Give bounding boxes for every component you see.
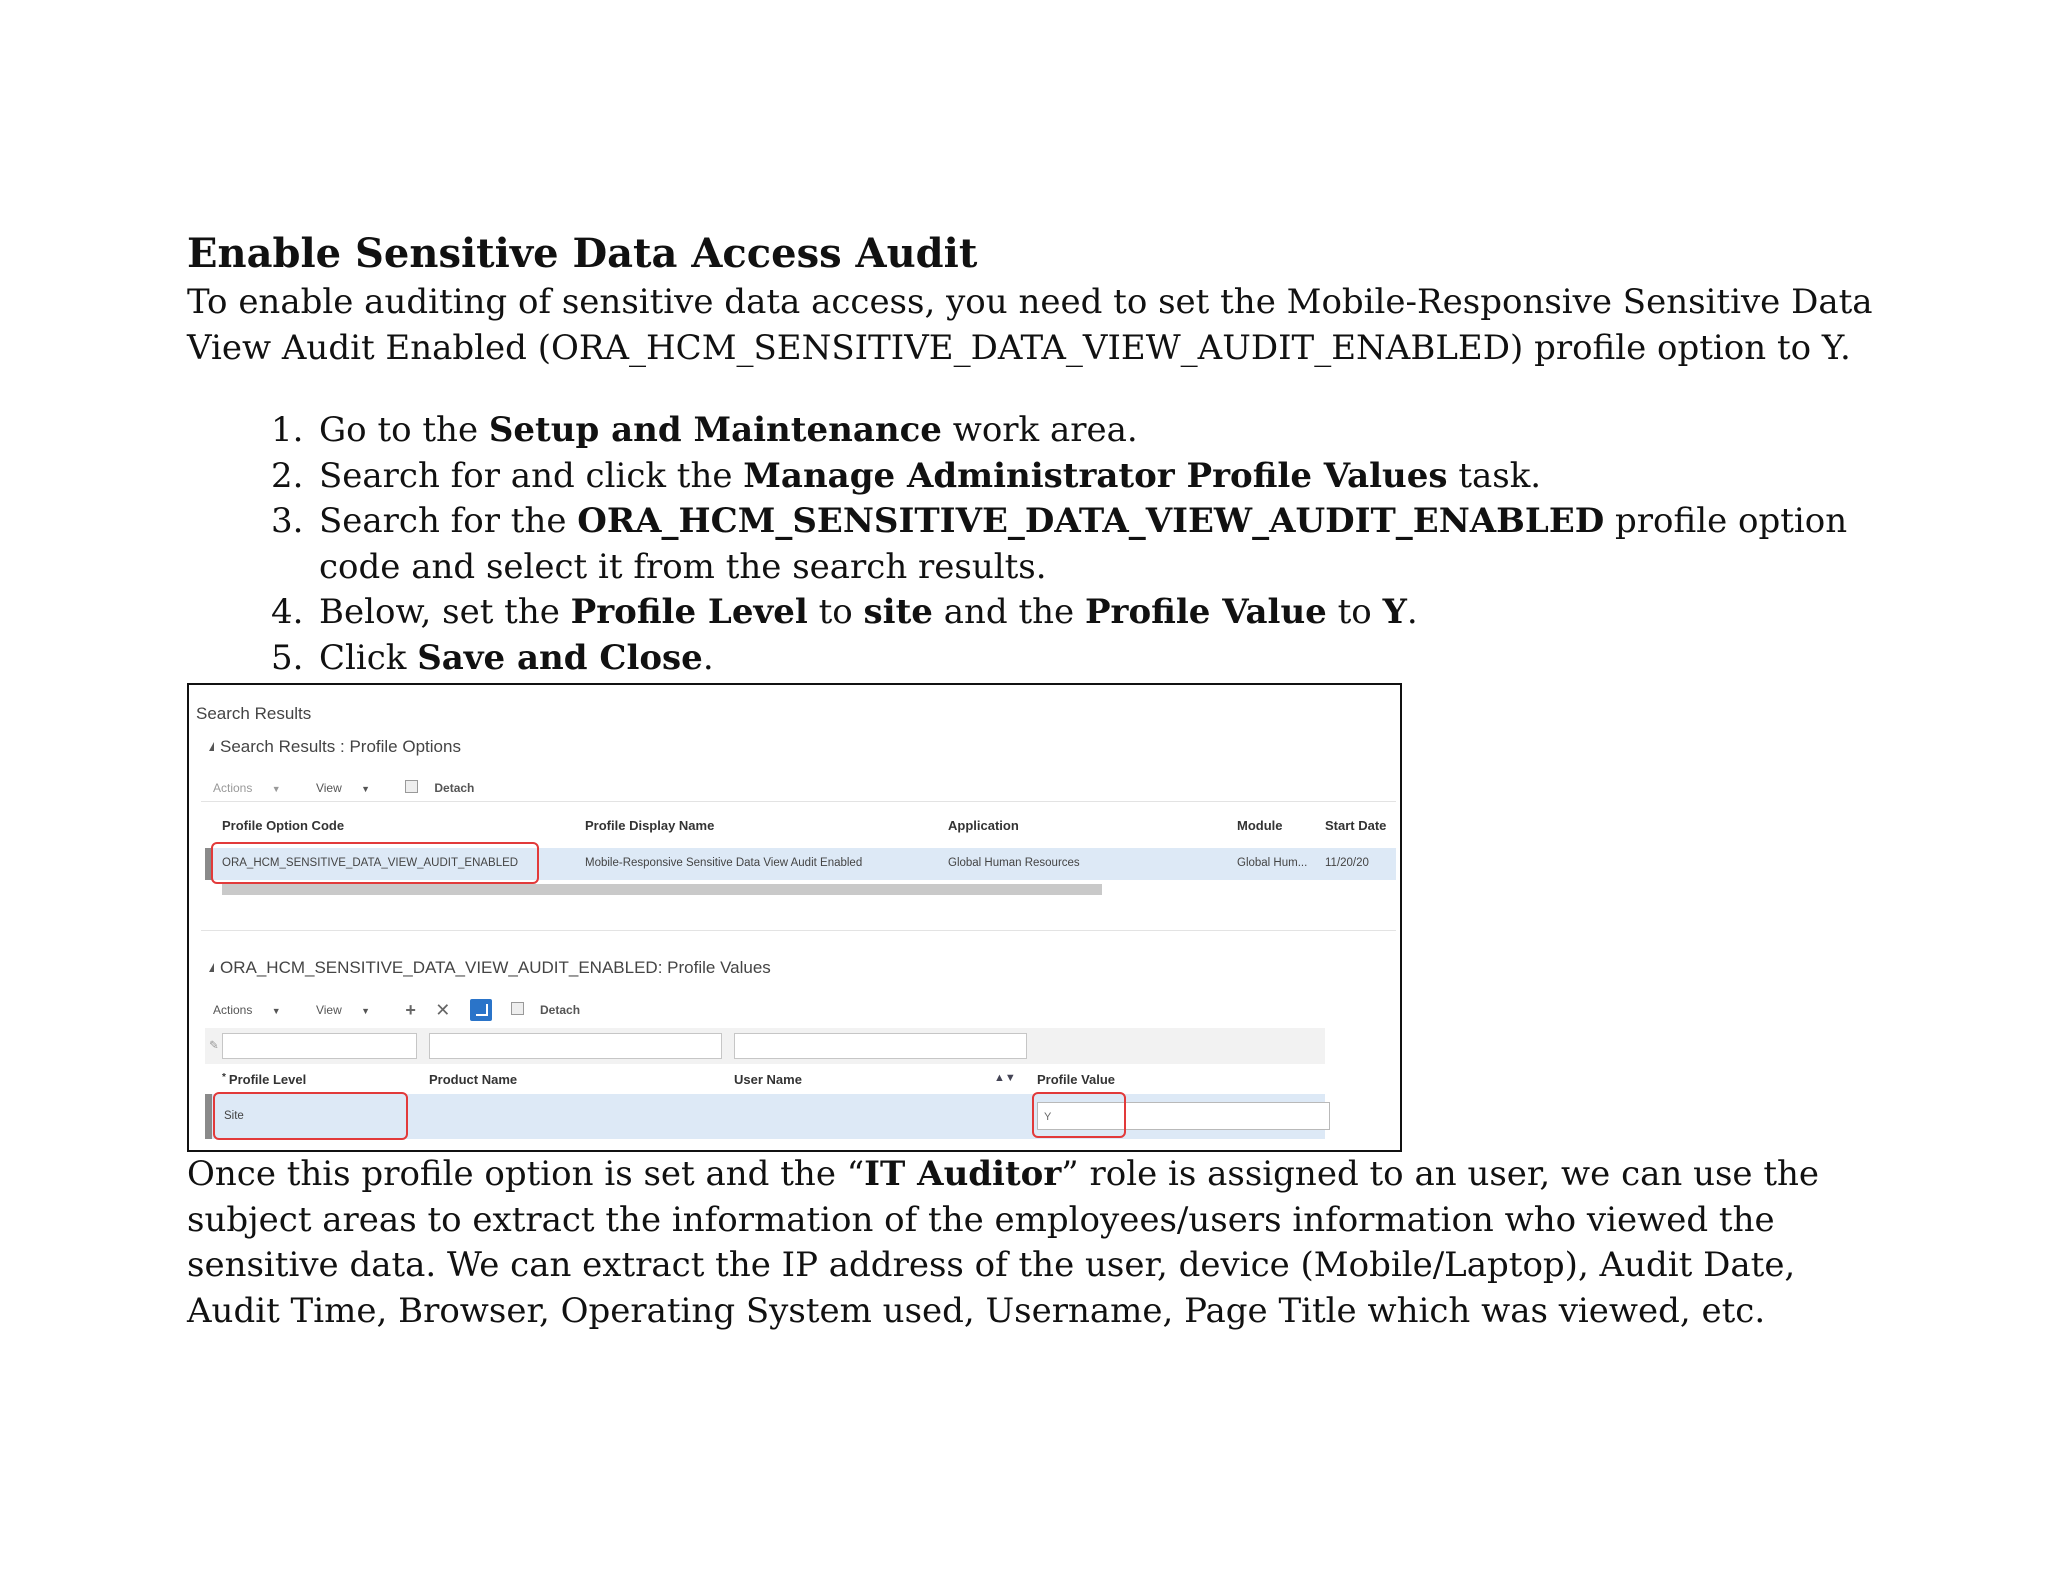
highlight-box xyxy=(211,842,539,884)
delete-icon[interactable]: ✕ xyxy=(435,1000,451,1020)
query-by-example-icon[interactable] xyxy=(470,999,492,1021)
detach-button[interactable]: Detach xyxy=(405,781,474,795)
toolbar-profile-options xyxy=(213,780,490,795)
col-product-name[interactable]: Product Name xyxy=(429,1072,518,1087)
cell-profile-level[interactable]: Site xyxy=(224,1110,244,1122)
search-results-title: Search Results xyxy=(196,704,312,723)
filter-user-name-input[interactable] xyxy=(734,1033,1027,1059)
profile-value-input[interactable]: Y xyxy=(1037,1102,1330,1130)
list-item: 4. Below, set the Profile Level to site and the Profile Value to Y. xyxy=(271,592,1418,633)
col-user-name[interactable]: User Name xyxy=(734,1072,802,1087)
divider xyxy=(201,801,1396,802)
steps-list xyxy=(187,408,1939,682)
toolbar-profile-values xyxy=(213,999,596,1021)
filter-pencil-icon: ✎ xyxy=(209,1040,219,1052)
list-item: 5. Click Save and Close. xyxy=(271,637,714,678)
view-menu[interactable]: View ▼ xyxy=(315,781,371,795)
view-menu[interactable]: View ▼ xyxy=(315,1003,371,1017)
col-profile-display-name[interactable]: Profile Display Name xyxy=(585,818,715,833)
list-item: 1. Go to the Setup and Maintenance work area. xyxy=(271,410,1138,450)
col-application[interactable]: Application xyxy=(948,818,1019,833)
section-profile-options[interactable]: Search Results : Profile Options xyxy=(204,737,461,757)
collapse-triangle-icon xyxy=(204,963,214,972)
col-profile-value[interactable]: Profile Value xyxy=(1037,1072,1116,1087)
cell-profile-display-name: Mobile-Responsive Sensitive Data View Audit Enabled xyxy=(585,857,863,869)
highlight-box xyxy=(1032,1092,1126,1138)
cell-module: Global Hum... xyxy=(1237,857,1308,869)
actions-menu[interactable]: Actions ▼ xyxy=(213,1003,281,1017)
detach-button[interactable]: Detach xyxy=(511,1003,580,1017)
detach-icon xyxy=(405,780,418,793)
divider xyxy=(201,930,1396,931)
required-mark: * xyxy=(222,1072,226,1083)
row-selected-marker xyxy=(205,1094,212,1139)
embedded-screenshot xyxy=(187,683,1402,1152)
cell-application: Global Human Resources xyxy=(948,857,1080,869)
col-profile-level[interactable]: * Profile Level xyxy=(222,1072,307,1087)
filter-profile-level-input[interactable] xyxy=(222,1033,417,1059)
actions-menu[interactable]: Actions ▼ xyxy=(213,781,281,795)
outro-paragraph: Once this profile option is set and the “IT Auditor” role is assigned to an user, we can use the subject areas to extract the information of the employees/users information who viewed the sensitive data. We can extract the IP address of the user, device (Mobile/Laptop), Audit Date, Audit Time, Browser, Operating System used, Username, Page Title which was viewed, etc. xyxy=(187,1154,1820,1331)
list-item: 3. Search for the ORA_HCM_SENSITIVE_DATA_VIEW_AUDIT_ENABLED profile option code and select it from the search results. xyxy=(271,501,1848,587)
page-title: Enable Sensitive Data Access Audit xyxy=(187,230,978,277)
col-profile-option-code[interactable]: Profile Option Code xyxy=(222,818,345,833)
filter-product-name-input[interactable] xyxy=(429,1033,722,1059)
cell-profile-option-code: ORA_HCM_SENSITIVE_DATA_VIEW_AUDIT_ENABLED xyxy=(222,857,519,869)
sort-icon[interactable]: ▲▼ xyxy=(994,1072,1016,1084)
cell-start-date: 11/20/20 xyxy=(1325,857,1369,869)
list-item: 2. Search for and click the Manage Administrator Profile Values task. xyxy=(271,455,1542,496)
collapse-triangle-icon xyxy=(204,742,214,751)
highlight-box xyxy=(213,1092,408,1140)
add-icon[interactable]: + xyxy=(405,1000,416,1020)
horizontal-scrollbar[interactable] xyxy=(222,884,1102,895)
col-module[interactable]: Module xyxy=(1237,818,1283,833)
detach-icon xyxy=(511,1002,524,1015)
col-start-date[interactable]: Start Date xyxy=(1325,818,1387,833)
section-profile-values[interactable]: ORA_HCM_SENSITIVE_DATA_VIEW_AUDIT_ENABLED: Profile Values xyxy=(204,958,771,978)
intro-paragraph: To enable auditing of sensitive data access, you need to set the Mobile-Responsive Sensitive Data View Audit Enabled (ORA_HCM_SENSITIVE_DATA_VIEW_AUDIT_ENABLED) profile option to Y. xyxy=(187,282,1873,368)
